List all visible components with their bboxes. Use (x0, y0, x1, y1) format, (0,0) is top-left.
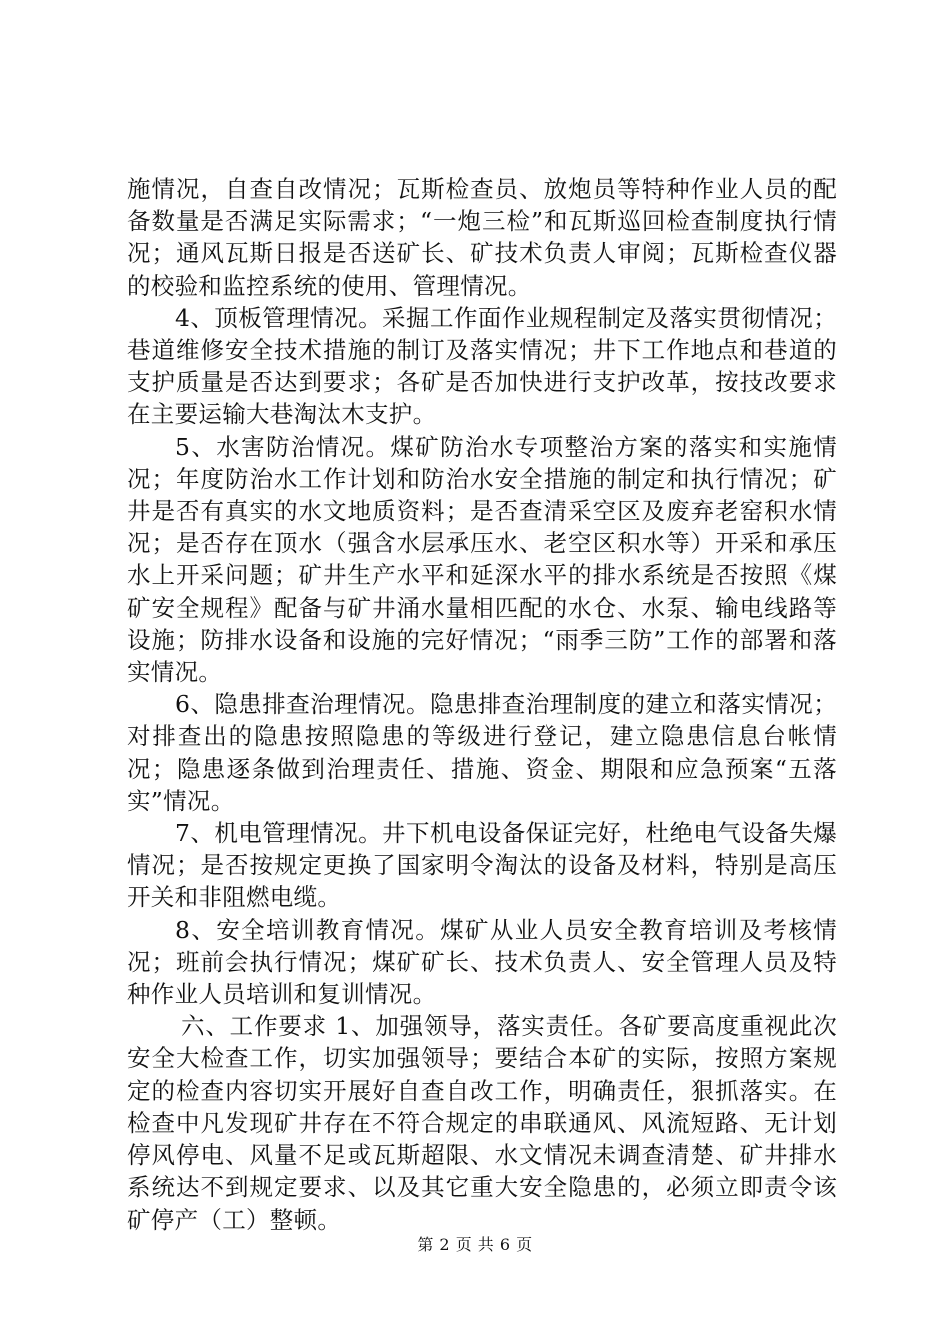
paragraph-hidden-danger: 6、隐患排查治理情况。隐患排查治理制度的建立和落实情况；对排查出的隐患按照隐患的等级进行登记，建立隐患信息台帐情况；隐患逐条做到治理责任、措施、资金、期限和应急预案“五落实”情况。 (127, 690, 837, 815)
paragraph-work-requirements: 六、工作要求 1、加强领导，落实责任。各矿要高度重视此次安全大检查工作，切实加强领导；要结合本矿的实际，按照方案规定的检查内容切实开展好自查自改工作，明确责任，狠抓落实。在检查中凡发现矿井存在不符合规定的串联通风、风流短路、无计划停风停电、风量不足或瓦斯超限、水文情况未调查清楚、矿井排水系统达不到规定要求、以及其它重大安全隐患的，必须立即责令该矿停产（工）整顿。 (127, 1012, 837, 1234)
document-body (127, 173, 837, 1236)
paragraph-roof-management: 4、顶板管理情况。采掘工作面作业规程制定及落实贯彻情况；巷道维修安全技术措施的制订及落实情况；井下工作地点和巷道的支护质量是否达到要求；各矿是否加快进行支护改革，按技改要求在主要运输大巷淘汰木支护。 (127, 303, 837, 429)
paragraph-safety-training: 8、安全培训教育情况。煤矿从业人员安全教育培训及考核情况；班前会执行情况；煤矿矿长、技术负责人、安全管理人员及特种作业人员培训和复训情况。 (127, 915, 837, 1009)
paragraph-water-hazard: 5、水害防治情况。煤矿防治水专项整治方案的落实和实施情况；年度防治水工作计划和防治水安全措施的制定和执行情况；矿井是否有真实的水文地质资料；是否查清采空区及废弃老窑积水情况；是否存在顶水（强含水层承压水、老空区积水等）开采和承压水上开采问题；矿井生产水平和延深水平的排水系统是否按照《煤矿安全规程》配备与矿井涌水量相匹配的水仓、水泵、输电线路等设施；防排水设备和设施的完好情况；“雨季三防”工作的部署和落实情况。 (127, 432, 837, 687)
paragraph-electromechanical: 7、机电管理情况。井下机电设备保证完好，杜绝电气设备失爆情况；是否按规定更换了国家明令淘汰的设备及材料，特别是高压开关和非阻燃电缆。 (127, 819, 837, 912)
page-number-footer: 第 2 页 共 6 页 (417, 1235, 533, 1254)
paragraph-continuation: 施情况，自查自改情况；瓦斯检查员、放炮员等特种作业人员的配备数量是否满足实际需求；“一炮三检”和瓦斯巡回检查制度执行情况；通风瓦斯日报是否送矿长、矿技术负责人审阅；瓦斯检查仪器的校验和监控系统的使用、管理情况。 (127, 175, 837, 300)
